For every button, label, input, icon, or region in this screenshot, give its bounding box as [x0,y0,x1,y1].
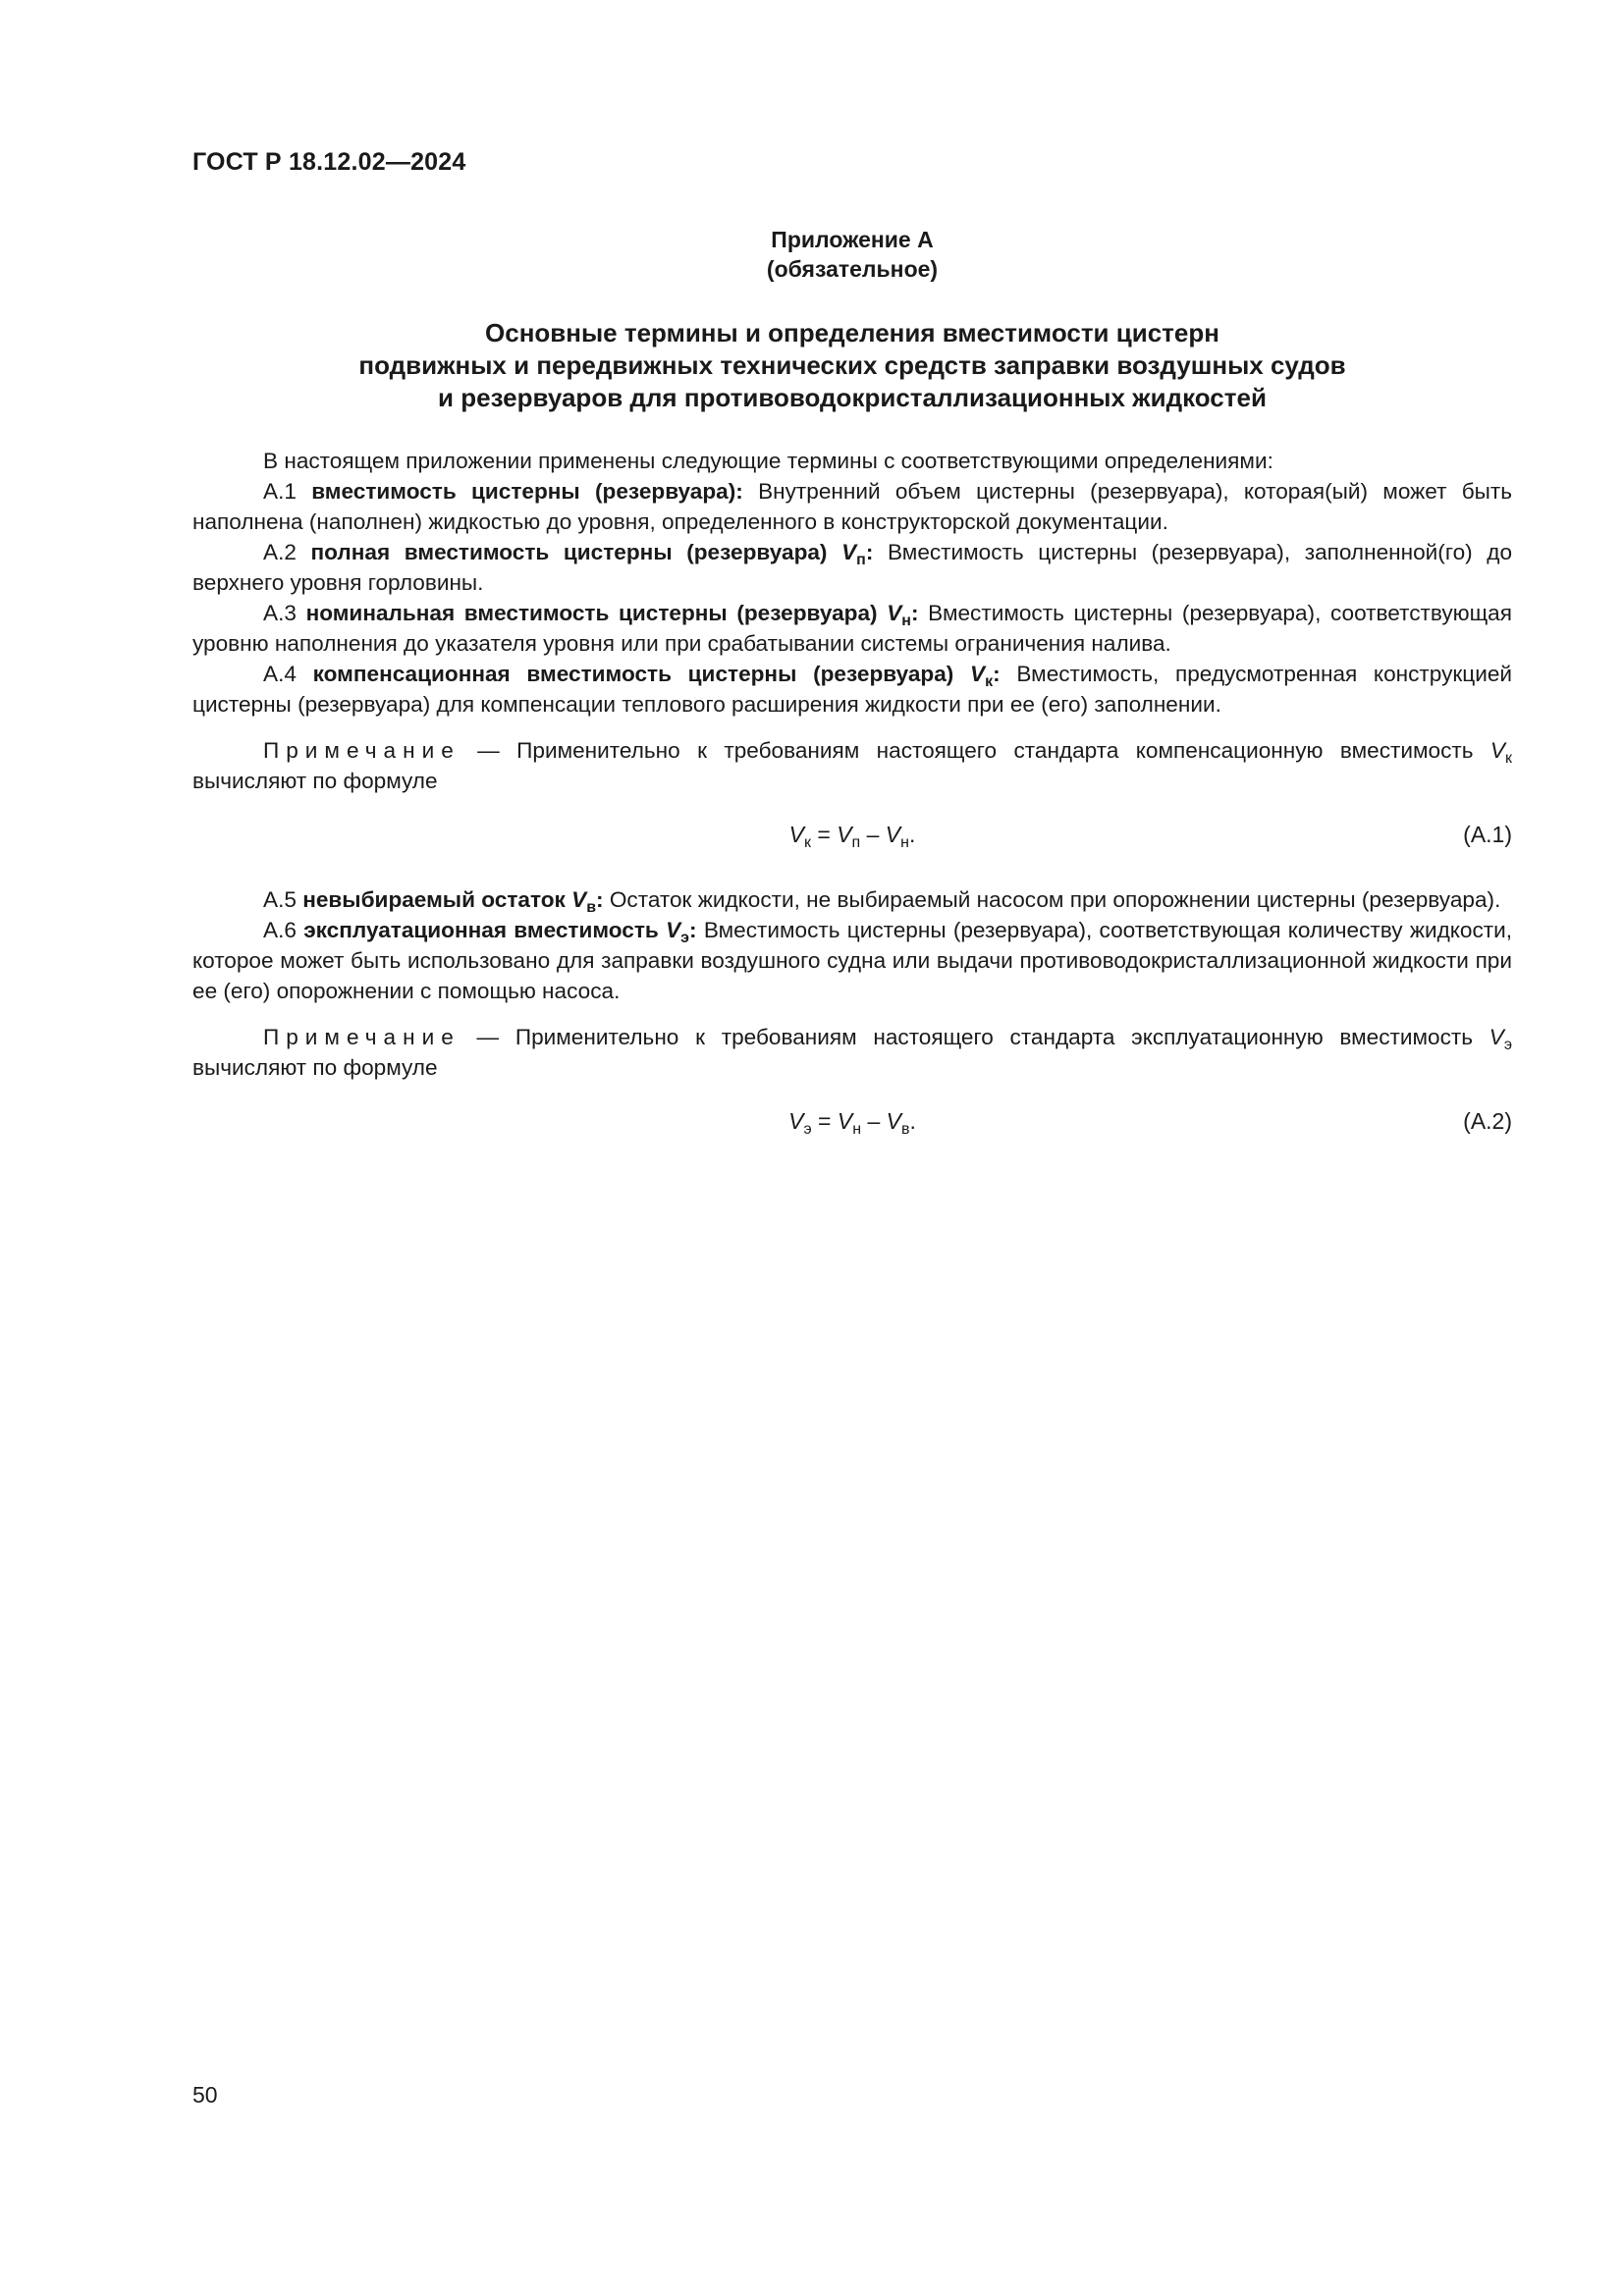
term-number: А.5 [263,887,297,912]
term-symbol-subscript: н [901,613,911,629]
formula-term-subscript: н [852,1121,862,1138]
note-tail: вычисляют по формуле [192,769,438,793]
note-label: Примечание [263,738,460,763]
term-name: полная вместимость цистерны (резервуара) [310,540,828,564]
term-symbol: V [841,540,857,564]
term-symbol-subscript: в [586,899,597,916]
formula-period: . [908,822,916,847]
formula-term-subscript: п [851,834,861,851]
note-label: Примечание [263,1025,460,1049]
term-colon: : [910,601,919,625]
note-symbol: V [1489,1025,1504,1049]
term-symbol-subscript: п [856,552,866,568]
term-colon: : [596,887,604,912]
term-symbol: V [970,662,986,686]
note-symbol-subscript: э [1503,1037,1512,1053]
term-number: А.2 [263,540,297,564]
appendix-heading [192,225,1512,284]
formula-expression [192,1106,1512,1137]
formula-term-subscript: н [900,834,909,851]
formula-term-symbol: V [837,822,852,847]
term-definition [192,476,1512,537]
term-symbol: V [666,918,681,942]
term-symbol: V [571,887,587,912]
note-tail: вычисляют по формуле [192,1055,438,1080]
formula-term-symbol: V [886,1108,901,1134]
formula-number: (А.1) [1463,822,1512,847]
term-text: Вместимость цистерны (резервуара), соответствующая уровню наполнения до указателя уровня или при срабатывании системы ограничения налива. [192,601,1512,656]
term-definition [192,915,1512,1006]
term-definition [192,537,1512,598]
title-line-3: и резервуаров для противоводокристаллизационных жидкостей [438,383,1267,412]
formula-lhs-symbol: V [788,822,804,847]
formula-lhs-subscript: э [803,1121,812,1138]
formula-term-symbol: V [885,822,901,847]
formula-expression [192,820,1512,850]
term-number: А.4 [263,662,297,686]
appendix-body [192,446,1512,1171]
note-paragraph [192,735,1512,796]
formula-term-symbol: V [837,1108,853,1134]
term-definition [192,884,1512,915]
term-symbol: V [887,601,902,625]
note-text: — Применительно к требованиям настоящего стандарта компенсационную вместимость [477,738,1474,763]
note-text: — Применительно к требованиям настоящего стандарта эксплуатационную вместимость [476,1025,1474,1049]
term-number: А.1 [263,479,297,504]
appendix-label: Приложение А [771,227,934,252]
formula-lhs-subscript: к [803,834,811,851]
formula-period: . [909,1108,916,1134]
note-symbol: V [1489,738,1505,763]
title-line-1: Основные термины и определения вместимости цистерн [485,318,1219,347]
formula-minus: – [866,822,880,847]
term-text: Вместимость цистерны (резервуара), соответствующая количеству жидкости, которое может быть использовано для заправки воздушного судна или выдачи противоводокристаллизационной жидкости при ее (его) опорожнении с помощью насоса. [192,918,1512,1003]
term-name: номинальная вместимость цистерны (резервуара) [305,601,878,625]
term-name: невыбираемый остаток [302,887,566,912]
formula-term-subscript: в [900,1121,910,1138]
formula-equals: = [818,1108,832,1134]
term-text: Внутренний объем цистерны (резервуара), которая(ый) может быть наполнена (наполнен) жидкостью до уровня, определенного в конструкторской документации. [192,479,1513,534]
standard-designation: ГОСТ Р 18.12.02—2024 [192,148,466,176]
term-definition [192,659,1512,720]
term-text: Вместимость цистерны (резервуара), заполненной(го) до верхнего уровня горловины. [192,540,1513,595]
term-name: вместимость цистерны (резервуара): [311,479,743,504]
term-symbol-subscript: к [985,673,994,690]
note-symbol-subscript: к [1504,750,1512,767]
term-text: Остаток жидкости, не выбираемый насосом при опорожнении цистерны (резервуара). [609,887,1501,912]
term-colon: : [993,662,1001,686]
formula-minus: – [867,1108,881,1134]
note-paragraph [192,1022,1512,1083]
term-number: А.6 [263,918,297,942]
term-number: А.3 [263,601,297,625]
term-name: эксплуатационная вместимость [303,918,659,942]
term-symbol-subscript: э [680,930,690,946]
title-line-2: подвижных и передвижных технических средств заправки воздушных судов [358,350,1346,380]
term-text: Вместимость, предусмотренная конструкцией цистерны (резервуара) для компенсации теплового расширения жидкости при ее (его) заполнении. [192,662,1512,717]
appendix-title [192,317,1512,414]
term-colon: : [689,918,697,942]
term-colon: : [865,540,874,564]
term-definition [192,598,1512,659]
page-number: 50 [192,2082,218,2108]
term-name: компенсационная вместимость цистерны (резервуара) [312,662,954,686]
appendix-status: (обязательное) [766,256,939,282]
formula-number: (А.2) [1463,1108,1512,1134]
formula-equals: = [817,822,831,847]
formula-row [192,796,1512,884]
intro-paragraph: В настоящем приложении применены следующие термины с соответствующими определениями: [263,449,1273,473]
formula-lhs-symbol: V [788,1108,804,1134]
formula-row [192,1083,1512,1171]
